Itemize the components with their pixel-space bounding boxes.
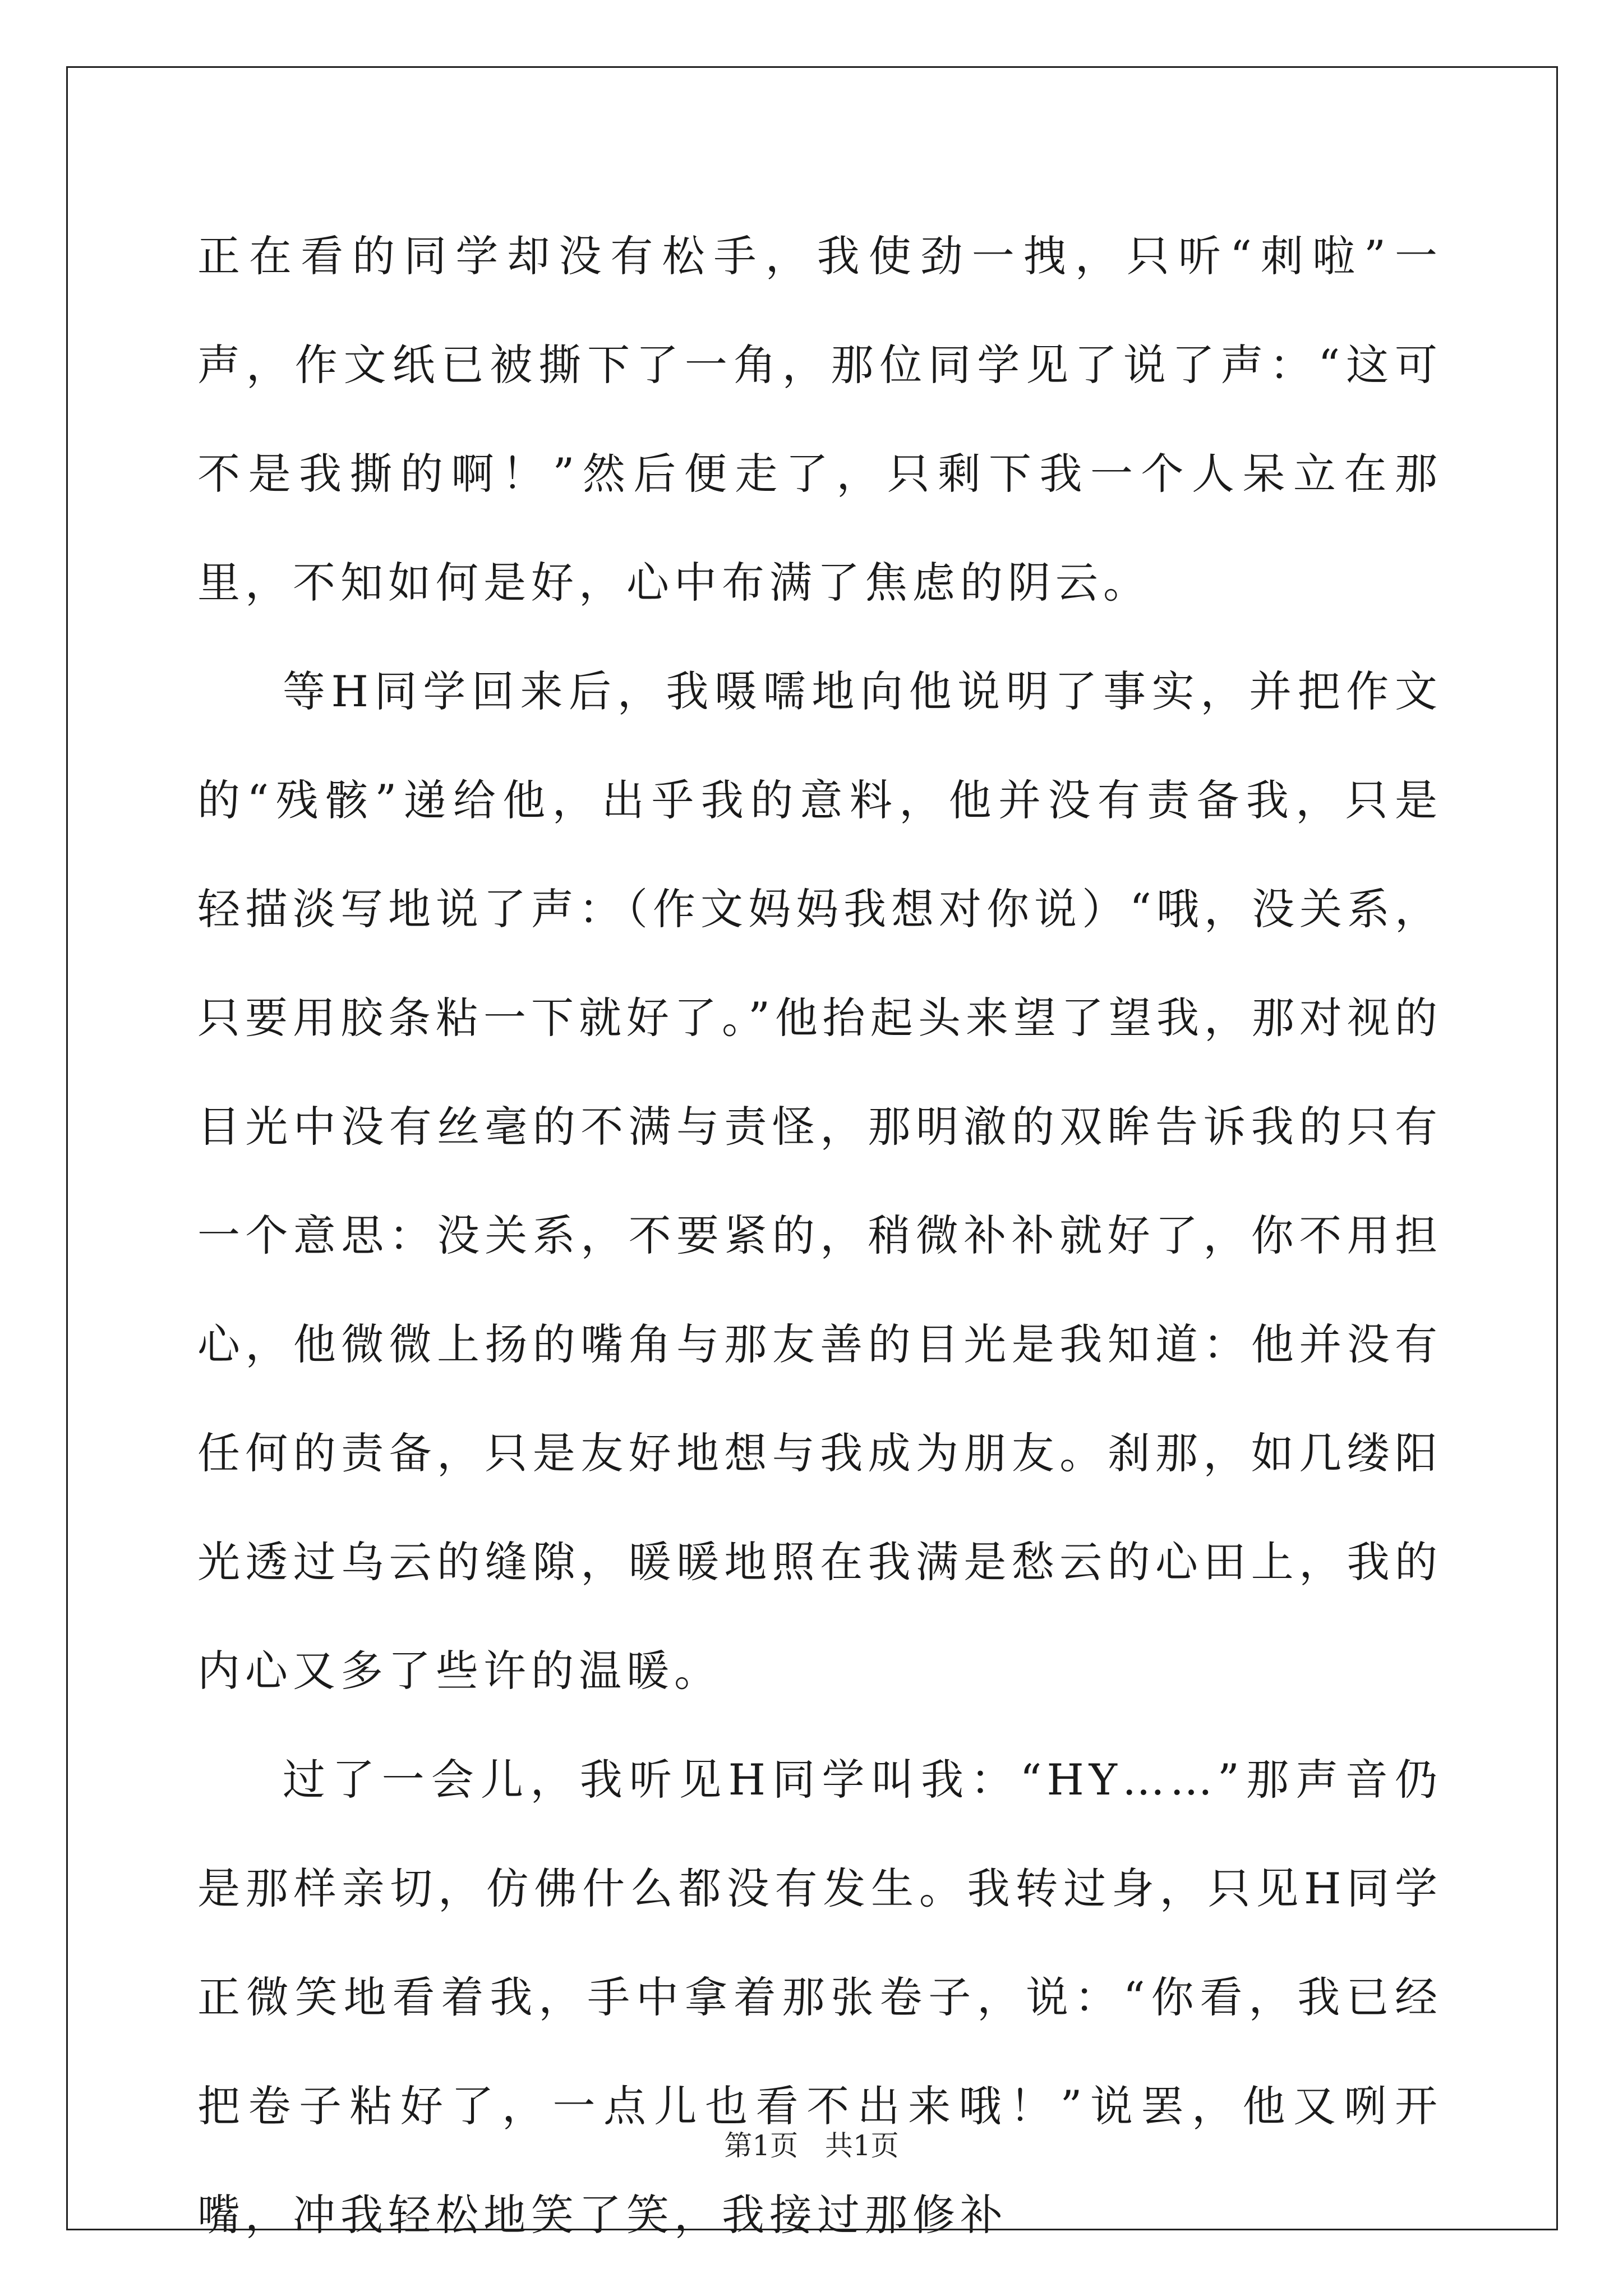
paragraph-1: 正在看的同学却没有松手，我使劲一拽，只听“刺啦”一声，作文纸已被撕下了一角，那位同学见了说了声：“这可不是我撕的啊！”然后便走了，只剩下我一个人呆立在那里，不知如何是好，心中布满了焦虑的阴云。 <box>197 231 1442 608</box>
paragraph-2: 等H同学回来后，我嗫嚅地向他说明了事实，并把作文的“残骸”递给他，出乎我的意料，他并没有责备我，只是轻描淡写地说了声：（作文妈妈我想对你说）“哦，没关系，只要用胶条粘一下就好了。”他抬起头来望了望我，那对视的目光中没有丝毫的不满与责怪，那明澈的双眸告诉我的只有一个意思：没关系，不要紧的，稍微补补就好了，你不用担心，他微微上扬的嘴角与那友善的目光是我知道：他并没有任何的责备，只是友好地想与我成为朋友。刹那，如几缕阳光透过乌云的缝隙，暖暖地照在我满是愁云的心田上，我的内心又多了些许的温暖。 <box>197 666 1442 1696</box>
paragraph-3: 过了一会儿，我听见H同学叫我：“HY……”那声音仍是那样亲切，仿佛什么都没有发生。我转过身，只见H同学正微笑地看着我，手中拿着那张卷子，说：“你看，我已经把卷子粘好了，一点儿也看不出来哦！”说罢，他又咧开嘴，冲我轻松地笑了笑，我接过那修补 <box>197 1755 1442 2240</box>
document-body <box>197 202 1442 2270</box>
page-footer: 第1页 共1页 <box>724 2129 899 2162</box>
